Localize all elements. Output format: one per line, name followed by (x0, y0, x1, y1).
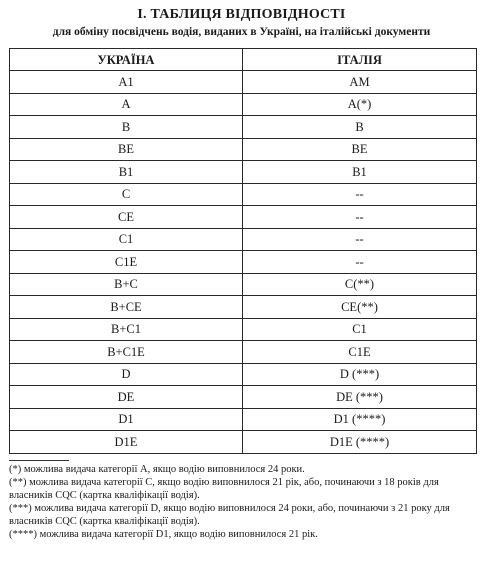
cell-italy-category: A(*) (243, 93, 477, 116)
table-header-row (10, 49, 477, 71)
table-row (10, 273, 477, 296)
table-row (10, 251, 477, 274)
cell-italy-category: B1 (243, 161, 477, 184)
cell-ukraine-category: A1 (10, 71, 243, 94)
table-row (10, 431, 477, 454)
cell-ukraine-category: A (10, 93, 243, 116)
column-header-italy: ІТАЛІЯ (243, 49, 477, 71)
table-row (10, 138, 477, 161)
cell-italy-category: BE (243, 138, 477, 161)
footnote: (****) можлива видача категорії D1, якщо водію виповнилося 21 рік. (9, 529, 318, 540)
table-row (10, 341, 477, 364)
cell-ukraine-category: D1E (10, 431, 243, 454)
correspondence-table (9, 48, 477, 454)
cell-ukraine-category: B (10, 116, 243, 139)
table-row (10, 206, 477, 229)
cell-italy-category: -- (243, 228, 477, 251)
table-row (10, 296, 477, 319)
cell-italy-category: -- (243, 251, 477, 274)
cell-italy-category: C(**) (243, 273, 477, 296)
cell-italy-category: B (243, 116, 477, 139)
table-body (10, 71, 477, 454)
table-row (10, 408, 477, 431)
footnotes (9, 463, 475, 541)
table-row (10, 161, 477, 184)
cell-ukraine-category: B1 (10, 161, 243, 184)
footnote: (**) можлива видача категорії C, якщо водію виповнилося 21 рік, або, починаючи з 18 років для власників CQC (картка кваліфікації водія). (9, 477, 439, 501)
cell-ukraine-category: C1 (10, 228, 243, 251)
cell-italy-category: AM (243, 71, 477, 94)
cell-italy-category: -- (243, 206, 477, 229)
table-row (10, 363, 477, 386)
table-row (10, 183, 477, 206)
column-header-ukraine: УКРАЇНА (10, 49, 243, 71)
cell-ukraine-category: B+C1 (10, 318, 243, 341)
cell-ukraine-category: CE (10, 206, 243, 229)
cell-italy-category: D1E (****) (243, 431, 477, 454)
footnote-separator (9, 460, 69, 461)
page-subtitle: для обміну посвідчень водія, виданих в Україні, на італійські документи (52, 26, 431, 38)
cell-ukraine-category: BE (10, 138, 243, 161)
cell-italy-category: CE(**) (243, 296, 477, 319)
table-row (10, 318, 477, 341)
cell-italy-category: C1E (243, 341, 477, 364)
cell-ukraine-category: B+CE (10, 296, 243, 319)
cell-italy-category: -- (243, 183, 477, 206)
cell-ukraine-category: B+C (10, 273, 243, 296)
table-row (10, 93, 477, 116)
cell-ukraine-category: D1 (10, 408, 243, 431)
cell-italy-category: D1 (****) (243, 408, 477, 431)
cell-ukraine-category: C (10, 183, 243, 206)
table-row (10, 71, 477, 94)
table-row (10, 116, 477, 139)
footnote: (***) можлива видача категорії D, якщо водію виповнилося 24 роки, або, починаючи з 21 року для власників CQC (картка кваліфікації водія). (9, 503, 450, 527)
table-row (10, 386, 477, 409)
table-row (10, 228, 477, 251)
cell-italy-category: D (***) (243, 363, 477, 386)
footnote: (*) можлива видача категорії A, якщо водію виповнилося 24 роки. (9, 464, 305, 475)
cell-ukraine-category: B+C1E (10, 341, 243, 364)
page-title: I. ТАБЛИЦЯ ВІДПОВІДНОСТІ (137, 7, 346, 22)
cell-italy-category: C1 (243, 318, 477, 341)
cell-ukraine-category: DE (10, 386, 243, 409)
cell-ukraine-category: D (10, 363, 243, 386)
cell-italy-category: DE (***) (243, 386, 477, 409)
cell-ukraine-category: C1E (10, 251, 243, 274)
